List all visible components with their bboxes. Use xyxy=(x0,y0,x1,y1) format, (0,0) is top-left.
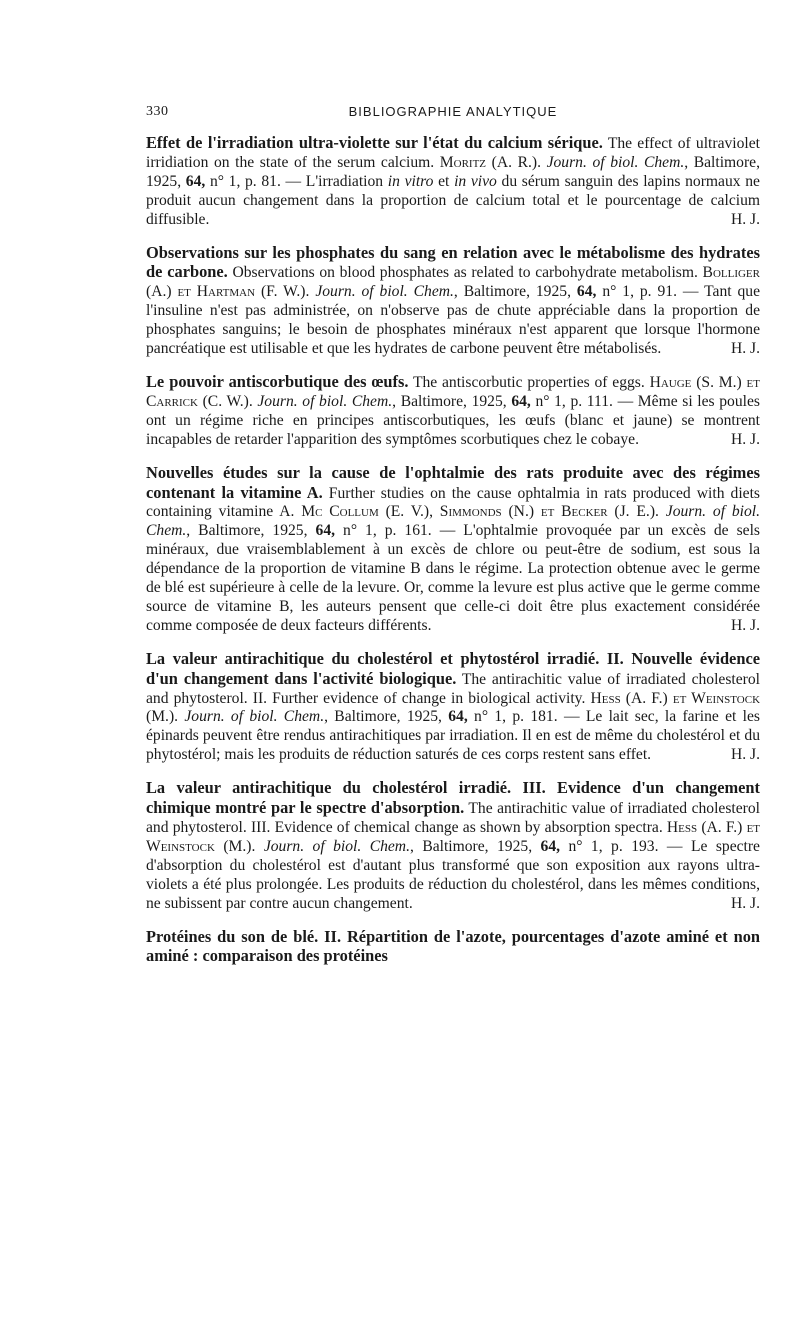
entry-abstract-start: — L'irradiation xyxy=(285,172,384,190)
page xyxy=(146,104,760,981)
entry-issue: n° 1, p. 91. xyxy=(602,283,677,301)
entry-signature: H. J. xyxy=(730,746,760,764)
entry-signature: H. J. xyxy=(730,210,760,228)
entry-authors: Hess (A. F.) et Weinstock (M.). xyxy=(146,819,761,855)
entry-title: Le pouvoir antiscorbutique des œufs. xyxy=(146,371,409,391)
entry-abstract: — Même si les poules ont un régime riche en principes antiscorbutiques, les œufs (blanc et jaune) se montrent incapables de retarder l'apparition des symptômes scorbutiques chez le cobaye. xyxy=(146,392,760,448)
entry-journal: Journ. of biol. Chem. xyxy=(184,708,325,726)
entry-place: Baltimore, 1925, xyxy=(334,708,442,726)
entry-et: et xyxy=(438,172,450,190)
entry-authors: Moritz (A. R.). xyxy=(439,153,541,171)
entry-issue: n° 1, p. 161. xyxy=(343,522,432,540)
entry-abstract: — L'ophtalmie provoquée par un excès de sels minéraux, due vraisemblablement à un excès de chlore ou peut-être de sodium, est sous la dépendance de la proportion de vitamine B dans le régime. La protection obtenue avec le germe de blé est supérieure à celle de la levure. Or, comme la levure est plus active que le germe comme source de vitamine B, les auteurs pensent que celle-ci doit être plus exactement considérée comme composée de deux facteurs différents. xyxy=(146,522,760,634)
entry-place: Baltimore, 1925, xyxy=(422,837,533,855)
entry-journal: Journ. of biol. Chem. xyxy=(546,153,685,171)
page-number: 330 xyxy=(146,104,169,119)
entry-issue: n° 1, p. 111. xyxy=(535,392,613,410)
entry-in-vivo: in vivo xyxy=(454,172,497,190)
entry-abstract: — Le lait sec, la farine et les épinards peuvent être rendus antirachitiques par irradiation. Il en est de même du cholestérol et du phytostérol; mais les produits de réduction saturés de ces corps restent sans effet. xyxy=(146,708,760,764)
entry-issue: n° 1, p. 193. xyxy=(568,837,659,855)
entry-in-vitro: in vitro xyxy=(387,172,434,190)
entry-authors: Hess (A. F.) et Weinstock (M.). xyxy=(146,689,761,726)
entry-abstract: — Tant que l'insuline n'est pas administrée, on n'observe pas de chute appréciable dans la proportion de phosphates sanguins; le besoin de phosphates minéraux n'est apparent que lorsque l'hormone pancréatique est utilisable et que les hydrates de carbone peuvent être métabolisés. xyxy=(146,283,761,358)
entry-place: Baltimore, 1925, xyxy=(146,153,760,190)
entry-place: Baltimore, 1925, xyxy=(463,283,571,301)
entry-journal: Journ. of biol. Chem. xyxy=(263,837,410,855)
entry-place: Baltimore, 1925, xyxy=(400,392,507,410)
entry-title: Protéines du son de blé. II. Répartition de l'azote, pourcentages d'azote aminé et non aminé : comparaison des protéines xyxy=(146,926,760,966)
entry-title: La valeur antirachitique du cholestérol irradié. III. Evidence d'un changement chimique montré par le spectre d'absorption. xyxy=(146,778,760,818)
entry-place: Baltimore, 1925, xyxy=(198,522,308,540)
entry-title: Effet de l'irradiation ultra-violette sur l'état du calcium sérique. xyxy=(146,133,603,152)
bibliography-entry xyxy=(146,928,760,968)
bibliography-entry: La valeur antirachitique du cholestérol et phytostérol irradié. II. Nouvelle évidence d'un changement dans l'activité biologique. The antirachitic value of irradiated cholesterol and phytosterol. II. Further evidence of change in biological activity. Hess (A. F.) et Weinstock (M.). Journ. of biol. Chem., Baltimore, 1925, 64, n° 1, p. 181. — Le lait sec, la farine et les épinards peuvent être rendus antirachitiques par irradiation. Il en est de même du cholestérol et du phytostérol; mais les produits de réduction saturés de ces corps restent sans effet. H. J. xyxy=(146,648,761,764)
entry-issue: n° 1, p. 81. xyxy=(209,172,281,190)
running-header xyxy=(146,104,760,124)
entry-volume: 64, xyxy=(448,708,468,726)
entry-english-title: The antiscorbutic properties of eggs. xyxy=(412,373,645,391)
entry-volume: 64, xyxy=(511,392,531,410)
entry-abstract: — Le spectre d'absorption du cholestérol est d'autant plus transformé que son exposition aux rayons ultra-violets a été plus prolongée. Les produits de réduction du cholestérol, dans les mêmes conditions, ne subissent par contre aucun changement. xyxy=(146,837,760,912)
entry-title: Observations sur les phosphates du sang en relation avec le métabolisme des hydrates de carbone. xyxy=(146,242,760,282)
entry-authors: Bolliger (A.) et Hartman (F. W.). xyxy=(146,264,760,301)
entry-signature: H. J. xyxy=(730,894,760,912)
entry-journal: Journ. of biol. Chem. xyxy=(146,503,761,540)
bibliography-entry: Nouvelles études sur la cause de l'ophtalmie des rats produite avec des régimes contenant la vitamine A. Further studies on the cause ophtalmia in rats produced with diets containing vitamine A. Mc Collum (E. V.), Simmonds (N.) et Becker (J. E.). Journ. of biol. Chem., Baltimore, 1925, 64, n° 1, p. 161. — L'ophtalmie provoquée par un excès de sels minéraux, due vraisemblablement à un excès de chlore ou peut-être de sodium, est sous la dépendance de la proportion de vitamine B dans le régime. La protection obtenue avec le germe de blé est supérieure à celle de la levure. Or, comme la levure est plus active que le germe comme source de vitamine B, les auteurs pensent que celle-ci doit être plus exactement considérée comme composée de deux facteurs différents. H. J. xyxy=(146,462,761,634)
entry-volume: 64, xyxy=(540,837,561,855)
entry-volume: 64, xyxy=(185,172,206,190)
entry-volume: 64, xyxy=(576,283,597,301)
entry-title: Nouvelles études sur la cause de l'ophtalmie des rats produite avec des régimes contenant la vitamine A. xyxy=(146,462,760,502)
entry-authors: Hauge (S. M.) et Carrick (C. W.). xyxy=(146,373,760,410)
entry-journal: Journ. of biol. Chem. xyxy=(257,392,393,410)
entry-volume: 64, xyxy=(315,522,336,540)
bibliography-entry: Le pouvoir antiscorbutique des œufs. The antiscorbutic properties of eggs. Hauge (S. M.) et Carrick (C. W.). Journ. of biol. Chem., Baltimore, 1925, 64, n° 1, p. 111. — Même si les poules ont un régime riche en principes antiscorbutiques, les œufs (blanc et jaune) se montrent incapables de retarder l'apparition des symptômes scorbutiques chez le cobaye. H. J. xyxy=(146,371,760,448)
entry-english-title: Observations on blood phosphates as related to carbohydrate metabolism. xyxy=(232,264,698,282)
entry-abstract: du sérum sanguin des lapins normaux ne produit aucun changement dans la proportion de calcium total et le pourcentage de calcium diffusible. xyxy=(146,172,760,228)
entry-authors: Mc Collum (E. V.), Simmonds (N.) et Becker (J. E.). xyxy=(301,503,659,521)
entry-english-title: The antirachitic value of irradiated cholesterol and phytosterol. III. Evidence of chemical change as shown by absorption spectra. xyxy=(146,800,760,836)
entry-english-title: The antirachitic value of irradiated cholesterol and phytosterol. II. Further evidence of change in biological activity. xyxy=(146,670,760,707)
entry-journal: Journ. of biol. Chem. xyxy=(315,283,454,301)
bibliography-entry: Observations sur les phosphates du sang en relation avec le métabolisme des hydrates de carbone. Observations on blood phosphates as related to carbohydrate metabolism. Bolliger (A.) et Hartman (F. W.). Journ. of biol. Chem., Baltimore, 1925, 64, n° 1, p. 91. — Tant que l'insuline n'est pas administrée, on n'observe pas de chute appréciable dans la proportion de phosphates sanguins; le besoin de phosphates minéraux n'est apparent que lorsque l'hormone pancréatique est utilisable et que les hydrates de carbone peuvent être métabolisés. H. J. xyxy=(146,242,761,358)
bibliography-entry: La valeur antirachitique du cholestérol irradié. III. Evidence d'un changement chimique montré par le spectre d'absorption. The antirachitic value of irradiated cholesterol and phytosterol. III. Evidence of chemical change as shown by absorption spectra. Hess (A. F.) et Weinstock (M.). Journ. of biol. Chem., Baltimore, 1925, 64, n° 1, p. 193. — Le spectre d'absorption du cholestérol est d'autant plus transformé que son exposition aux rayons ultra-violets a été plus prolongée. Les produits de réduction du cholestérol, dans les mêmes conditions, ne subissent par contre aucun changement. H. J. xyxy=(146,778,761,912)
entry-signature: H. J. xyxy=(730,430,760,448)
entry-signature: H. J. xyxy=(730,340,760,358)
entry-signature: H. J. xyxy=(730,616,760,634)
bibliography-entry: Effet de l'irradiation ultra-violette sur l'état du calcium sérique. The effect of ultraviolet irridiation on the state of the serum calcium. Moritz (A. R.). Journ. of biol. Chem., Baltimore, 1925, 64, n° 1, p. 81. — L'irradiation in vitro et in vivo du sérum sanguin des lapins normaux ne produit aucun changement dans la proportion de calcium total et le pourcentage de calcium diffusible. H. J. xyxy=(146,133,761,228)
entry-title: La valeur antirachitique du cholestérol et phytostérol irradié. II. Nouvelle évidence d'un changement dans l'activité biologique. xyxy=(146,648,760,688)
entry-english-title: The effect of ultraviolet irridiation on the state of the serum calcium. xyxy=(146,135,761,171)
running-title: BIBLIOGRAPHIE ANALYTIQUE xyxy=(348,104,558,119)
entry-issue: n° 1, p. 181. xyxy=(474,708,558,726)
entry-english-title: Further studies on the cause ophtalmia in rats produced with diets containing vitamine A. xyxy=(146,484,760,521)
